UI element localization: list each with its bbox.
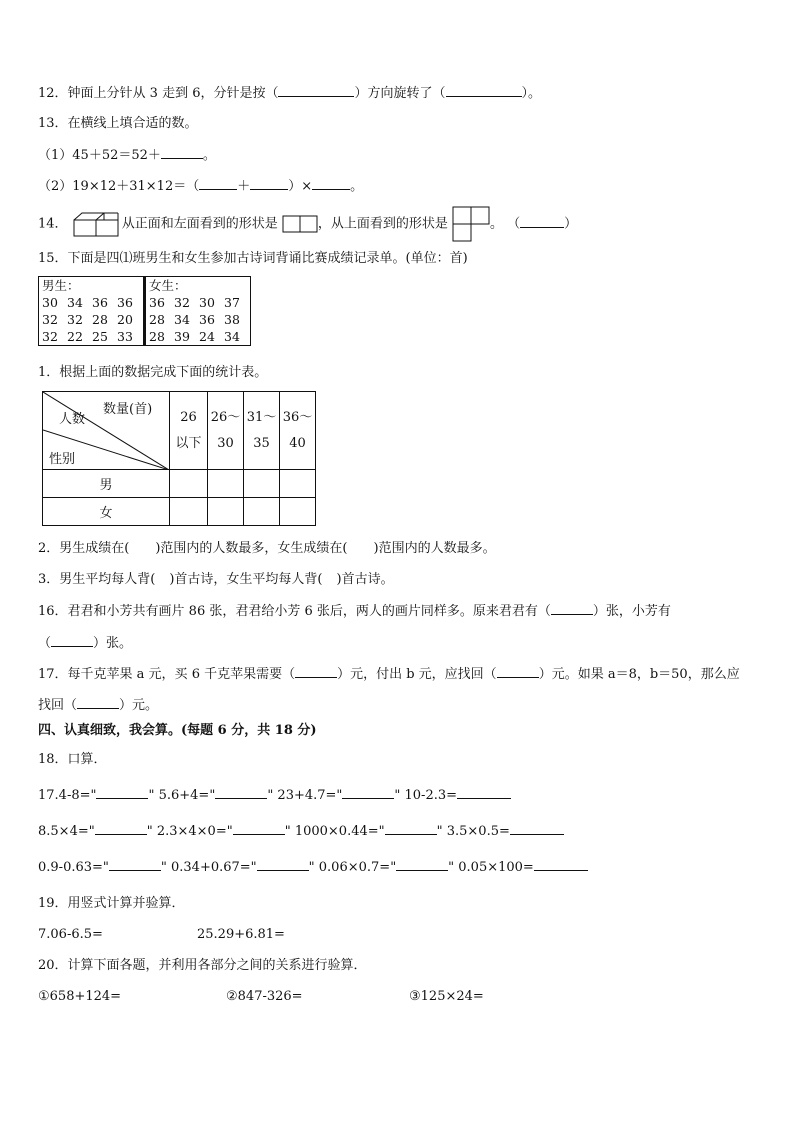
score-record-sheet — [38, 276, 251, 346]
mental-math-row-2: 8.5×4=" " 2.3×4×0=" " 1000×0.44=" " 3.5×0.5= — [38, 822, 564, 841]
column-header: 26～ 30 — [208, 392, 244, 470]
answer-blank[interactable] — [250, 177, 288, 190]
circled-number-3: ③ — [409, 989, 421, 1004]
answer-blank[interactable] — [312, 177, 350, 190]
answer-blank[interactable] — [96, 786, 148, 799]
answer-cell[interactable] — [170, 470, 208, 498]
answer-blank[interactable] — [342, 786, 394, 799]
question-15-sub1: 1．根据上面的数据完成下面的统计表。 — [38, 365, 268, 380]
row-label-girls: 女 — [43, 498, 170, 526]
mental-math-row-1: 17.4-8=" " 5.6+4=" " 23+4.7=" " 10-2.3= — [38, 786, 511, 805]
answer-blank[interactable] — [510, 822, 564, 835]
section-4-heading: 四、认真细致，我会算。(每题 6 分，共 18 分) — [38, 723, 317, 738]
answer-cell[interactable] — [280, 498, 316, 526]
answer-cell[interactable] — [208, 498, 244, 526]
mental-math-row-3: 0.9-0.63=" " 0.34+0.67=" " 0.06×0.7=" " 0.05×100= — [38, 858, 588, 877]
q19-expression-1: 7.06-6.5= — [38, 927, 103, 942]
boys-score-box: 男生： 30 34 36 36 32 32 28 20 32 22 25 33 — [38, 276, 144, 346]
question-13-part1: （1）45＋52＝52＋ 。 — [38, 148, 216, 163]
answer-blank[interactable] — [534, 858, 588, 871]
question-20-title: 20．计算下面各题，并利用各部分之间的关系进行验算． — [38, 958, 367, 973]
question-16-line1: 16．君君和小芳共有画片 86 张，君君给小芳 6 张后，两人的画片同样多。原来君君有（ ）张，小芳有 — [38, 604, 671, 619]
answer-blank[interactable] — [385, 822, 437, 835]
q20-expression-1: ①658+124= — [38, 989, 122, 1004]
q20-expression-3: ③125×24= — [409, 989, 484, 1004]
answer-blank[interactable] — [109, 858, 161, 871]
answer-cell[interactable] — [170, 498, 208, 526]
answer-blank[interactable] — [161, 146, 203, 159]
answer-blank[interactable] — [215, 786, 267, 799]
answer-blank[interactable] — [95, 822, 147, 835]
answer-blank[interactable] — [457, 786, 511, 799]
column-header: 26 以下 — [170, 392, 208, 470]
answer-blank[interactable] — [497, 665, 539, 678]
question-15-title: 15．下面是四⑴班男生和女生参加古诗词背诵比赛成绩记录单。(单位：首) — [38, 251, 468, 266]
question-13-title: 13．在横线上填合适的数。 — [38, 116, 198, 131]
answer-blank[interactable] — [295, 665, 337, 678]
question-19-title: 19．用竖式计算并验算． — [38, 896, 185, 911]
question-15-sub3: 3．男生平均每人背( )首古诗，女生平均每人背( )首古诗。 — [38, 572, 394, 587]
answer-blank[interactable] — [278, 84, 354, 97]
girls-score-box: 女生： 36 32 30 37 28 34 36 38 28 39 24 34 — [144, 276, 251, 346]
answer-blank[interactable] — [396, 858, 448, 871]
q20-expression-2: ②847-326= — [226, 989, 303, 1004]
table-corner-header — [43, 392, 170, 470]
answer-blank[interactable] — [199, 177, 237, 190]
corner-label-quantity: 数量(首) — [103, 402, 153, 417]
answer-blank[interactable] — [77, 696, 119, 709]
top-view-shape — [452, 206, 490, 242]
answer-blank[interactable] — [551, 602, 593, 615]
corner-label-people: 人数 — [59, 412, 86, 427]
question-15-sub2: 2．男生成绩在( )范围内的人数最多，女生成绩在( )范围内的人数最多。 — [38, 541, 496, 556]
row-label-boys: 男 — [43, 470, 170, 498]
question-16-line2: （ ）张。 — [38, 636, 133, 651]
question-18-title: 18．口算． — [38, 752, 107, 767]
answer-blank[interactable] — [257, 858, 309, 871]
circled-number-2: ② — [226, 989, 238, 1004]
boys-score-table: 30 34 36 36 32 32 28 20 32 22 25 33 — [42, 295, 133, 344]
girls-score-table: 36 32 30 37 28 34 36 38 28 39 24 34 — [149, 295, 240, 344]
column-header: 31～ 35 — [244, 392, 280, 470]
front-view-shape — [282, 215, 318, 233]
corner-label-gender: 性别 — [49, 452, 76, 467]
statistics-table — [42, 391, 316, 526]
answer-cell[interactable] — [244, 498, 280, 526]
question-17-line1: 17．每千克苹果 a 元，买 6 千克苹果需要（ ）元，付出 b 元，应找回（ ）元。如果 a＝8，b＝50，那么应 — [38, 667, 740, 682]
question-17-line2: 找回（ ）元。 — [38, 698, 159, 713]
answer-blank[interactable] — [520, 215, 564, 228]
answer-cell[interactable] — [208, 470, 244, 498]
question-13-part2: （2）19×12＋31×12＝（ ＋ ）× 。 — [38, 179, 364, 194]
question-12: 12．钟面上分针从 3 走到 6，分针是按（ ）方向旋转了（ ）。 — [38, 86, 542, 101]
answer-blank[interactable] — [51, 634, 93, 647]
circled-number-1: ① — [38, 989, 50, 1004]
column-header: 36～ 40 — [280, 392, 316, 470]
answer-cell[interactable] — [280, 470, 316, 498]
answer-cell[interactable] — [244, 470, 280, 498]
question-14: 14． 从正面和左面看到的形状是 ，从上面看到的形状是 。 （ ） — [38, 206, 577, 242]
cube-solid-figure — [72, 210, 122, 238]
answer-blank[interactable] — [233, 822, 285, 835]
answer-blank[interactable] — [446, 84, 522, 97]
q19-expression-2: 25.29+6.81= — [197, 927, 285, 942]
